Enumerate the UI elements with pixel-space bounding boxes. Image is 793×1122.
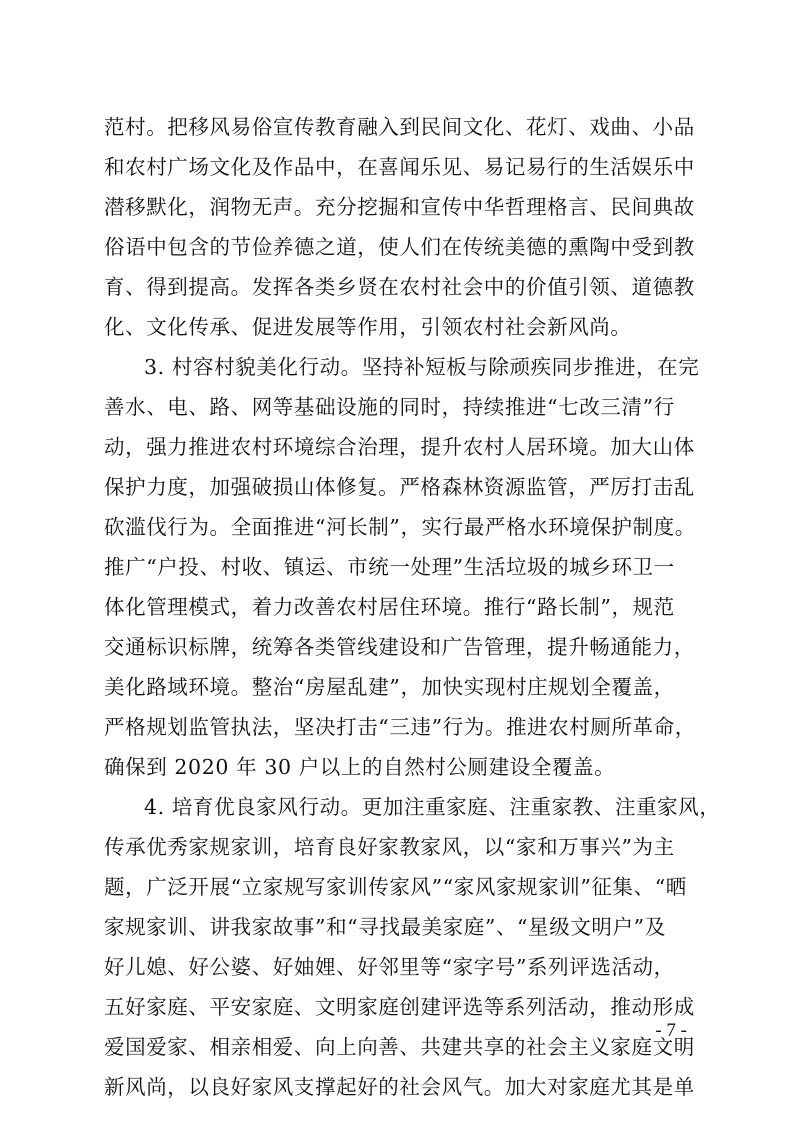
text-line: 推广“户投、村收、镇运、市统一处理”生活垃圾的城乡环卫一 [104,555,675,579]
text-line: 新风尚，以良好家风支撑起好的社会风气。加大对家庭尤其是单 [104,1075,695,1099]
text-line: 题，广泛开展“立家规写家训传家风”“家风家规家训”征集、“晒 [104,875,687,899]
text-line: 保护力度，加强破损山体修复。严格森林资源监管，严厉打击乱 [104,475,695,499]
text-line: 好儿媳、好公婆、好妯娌、好邻里等“家字号”系列评选活动， [104,955,675,979]
text-line: 体化管理模式，着力改善农村居住环境。推行“路长制”，规范 [104,595,675,619]
text-line: 美化路域环境。整治“房屋乱建”，加快实现村庄规划全覆盖， [104,675,675,699]
text-line: 砍滥伐行为。全面推进“河长制”，实行最严格水环境保护制度。 [104,515,696,539]
text-line: 传承优秀家规家训，培育良好家教家风，以“家和万事兴”为主 [104,835,675,859]
section-heading-line: 4. 培育优良家风行动。更加注重家庭、注重家教、注重家风， [144,795,721,819]
text-line: 俗语中包含的节俭养德之道，使人们在传统美德的熏陶中受到教 [104,235,695,259]
text-line: 家规家训、讲我家故事”和“寻找最美家庭”、“星级文明户”及 [104,915,666,939]
text-line: 善水、电、路、网等基础设施的同时，持续推进“七改三清”行 [104,395,675,419]
text-line: 爱国爱家、相亲相爱、向上向善、共建共享的社会主义家庭文明 [104,1035,695,1059]
text-line: 五好家庭、平安家庭、文明家庭创建评选等系列活动，推动形成 [104,995,695,1019]
text-line: 交通标识标牌，统筹各类管线建设和广告管理，提升畅通能力， [104,635,695,659]
text-line: 潜移默化，润物无声。充分挖掘和宣传中华哲理格言、民间典故 [104,195,695,219]
text-line: 确保到 2020 年 30 户以上的自然村公厕建设全覆盖。 [104,755,616,779]
text-line: 和农村广场文化及作品中，在喜闻乐见、易记易行的生活娱乐中 [104,155,695,179]
page-number: - 7 - [655,1020,687,1041]
text-line: 范村。把移风易俗宣传教育融入到民间文化、花灯、戏曲、小品 [104,115,695,139]
section-heading-line: 3. 村容村貌美化行动。坚持补短板与除顽疾同步推进，在完 [144,355,700,379]
text-line: 动，强力推进农村环境综合治理，提升农村人居环境。加大山体 [104,435,695,459]
text-line: 化、文化传承、促进发展等作用，引领农村社会新风尚。 [104,315,632,339]
text-line: 育、得到提高。发挥各类乡贤在农村社会中的价值引领、道德教 [104,275,695,299]
text-line: 严格规划监管执法，坚决打击“三违”行为。推进农村厕所革命， [104,715,696,739]
